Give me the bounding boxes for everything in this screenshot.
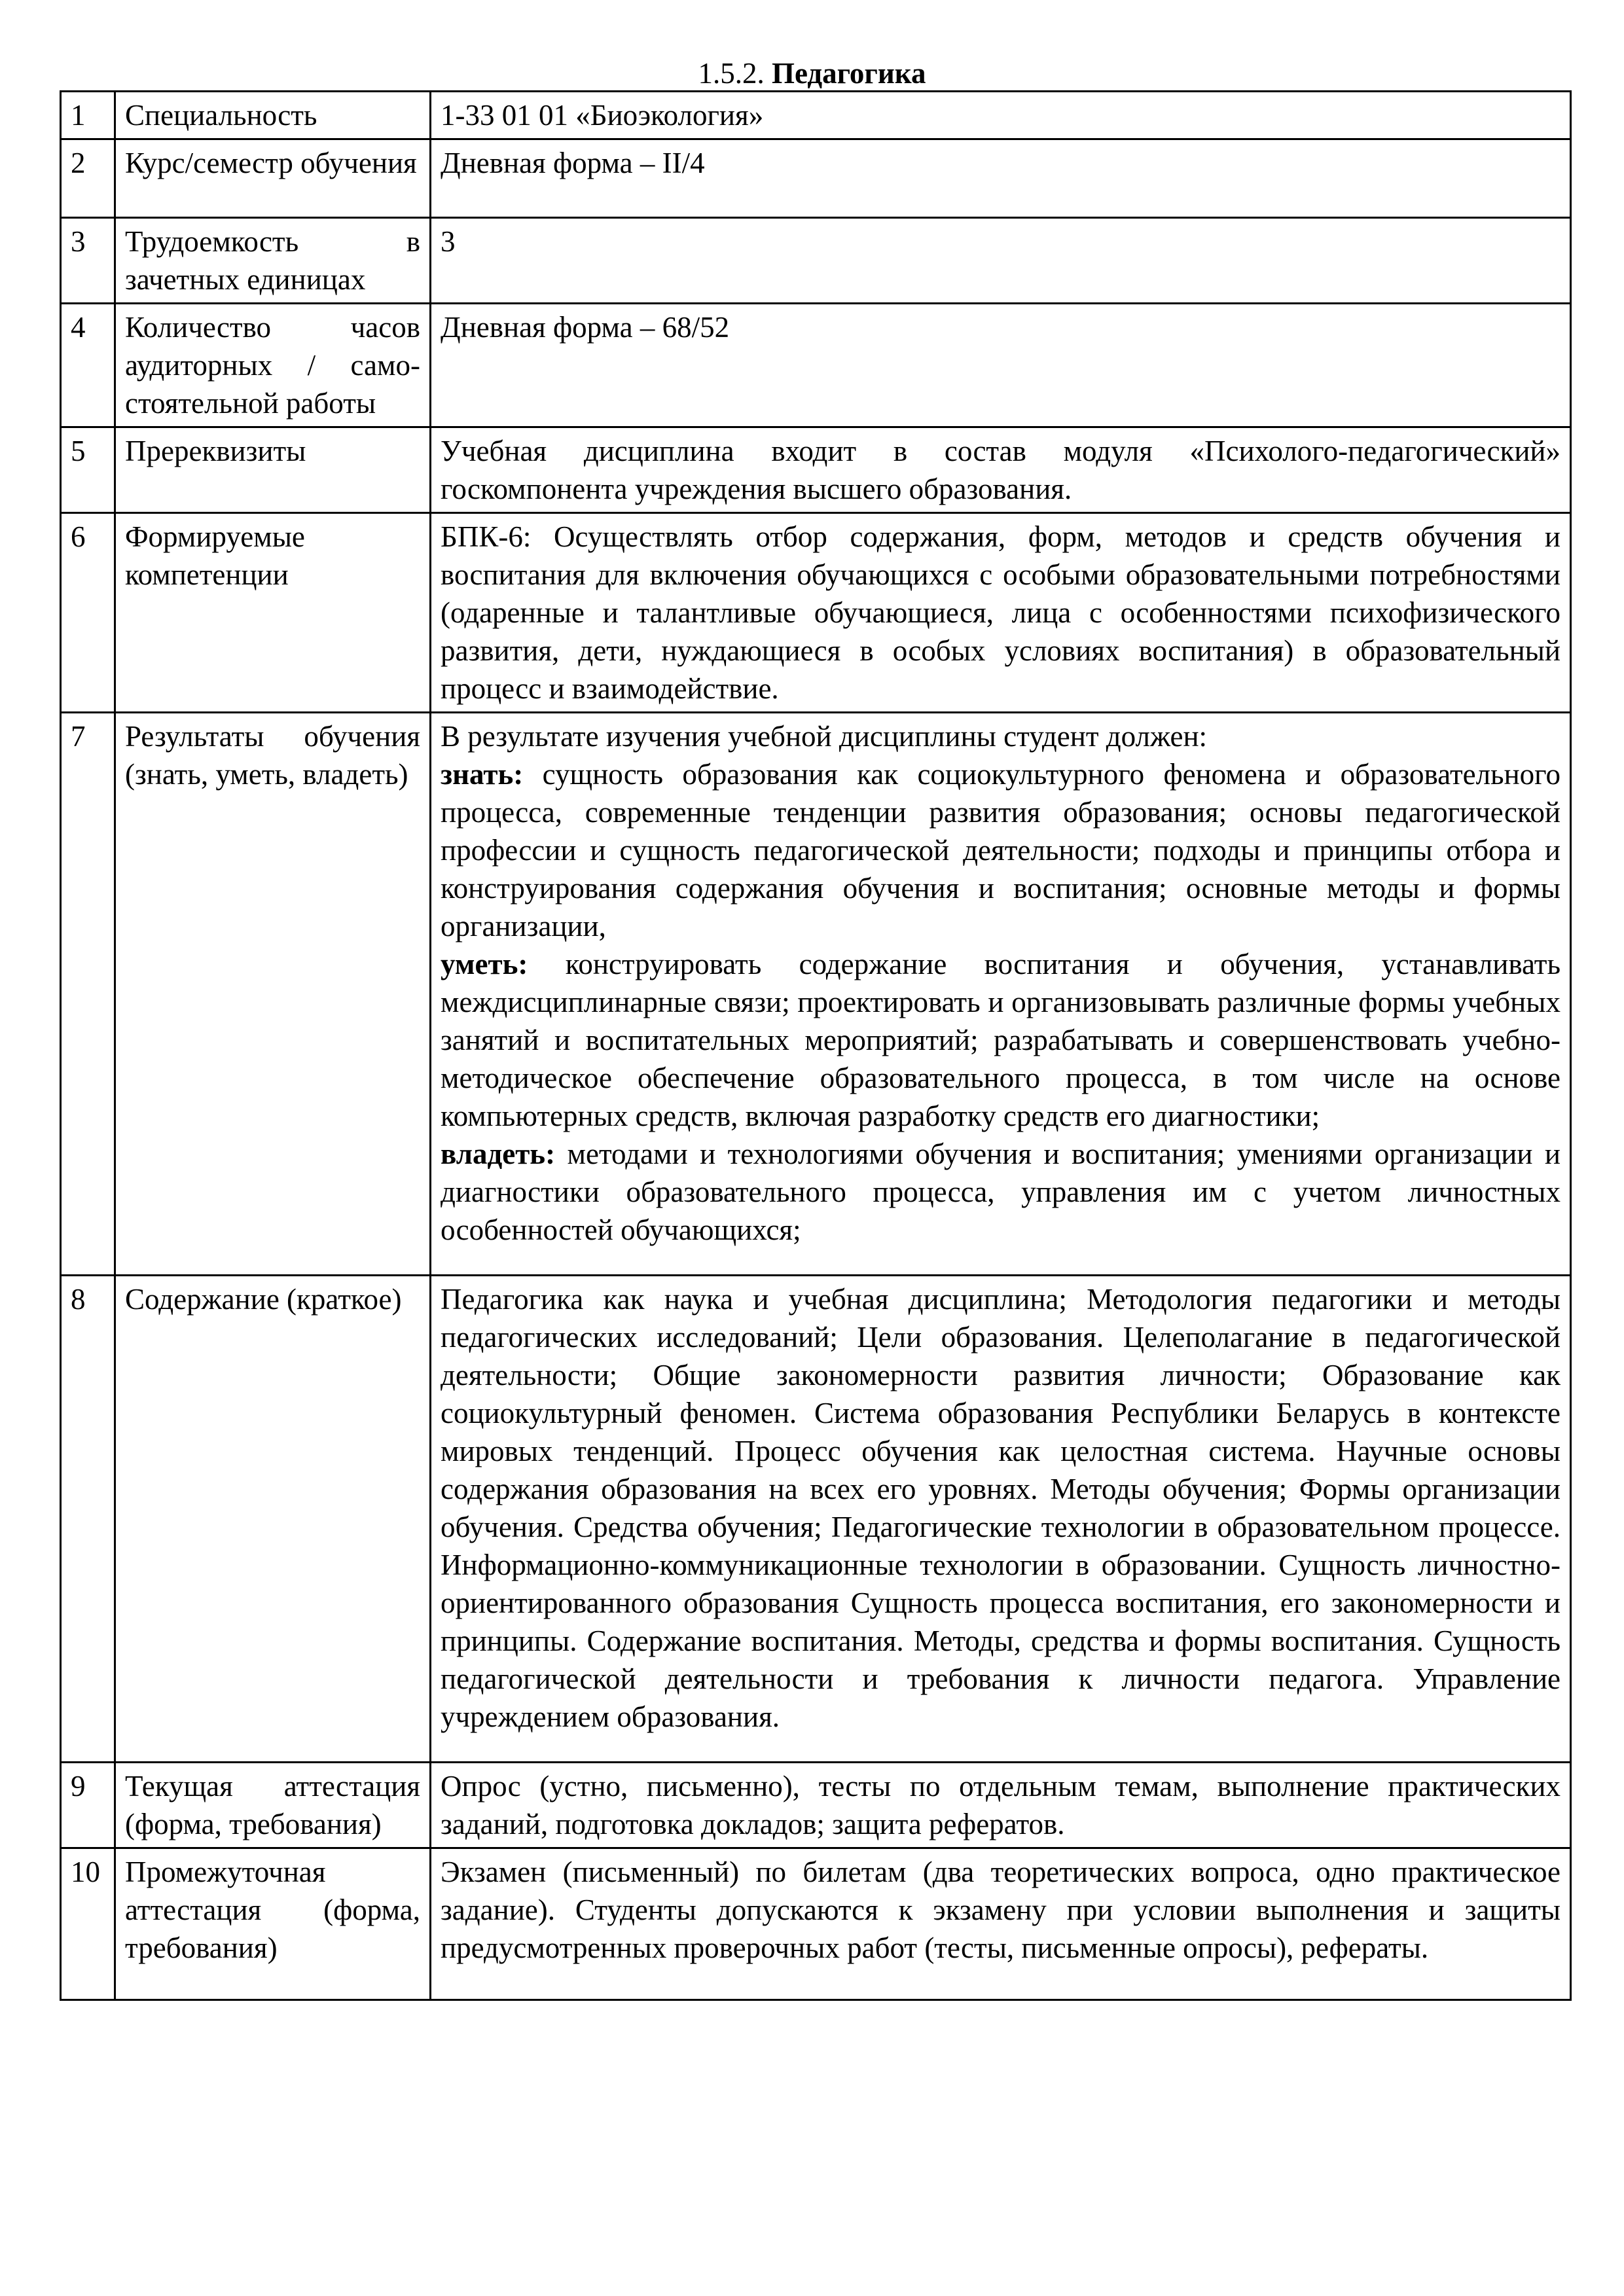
row-value: Экзамен (письменный) по билетам (два теоретических вопроса, одно практическое задание). Студенты допускаются к экзамену при условии выполнения и защиты предусмотренных проверочных работ (тесты, письменные опросы), рефераты. — [431, 1848, 1571, 2000]
row-number: 1 — [61, 92, 115, 139]
row-number: 2 — [61, 139, 115, 218]
row-label: Формируемые компетенции — [115, 513, 431, 713]
can-text: конструировать содержание воспитания и обучения, устанавливать междисциплинарные связи; проектировать и организовывать различные формы учебных занятий и воспитательных мероприятий; разрабатывать и совершенствовать учебно-методическое обеспечение образовательного процесса, в том числе на основе компьютерных средств, включая разработку средств его диагностики; — [441, 948, 1561, 1132]
section-title: Педагогика — [771, 57, 926, 90]
table-row — [61, 427, 1571, 513]
row-value: 3 — [431, 218, 1571, 304]
row-value: Дневная форма – II/4 — [431, 139, 1571, 218]
table-row — [61, 304, 1571, 427]
row-value: Педагогика как наука и учебная дисциплина; Методология педагогики и методы педагогических исследований; Цели образования. Целеполагание в педагогической деятельности; Общие закономерности развития личности; Образование как социокультурный феномен. Система образования Республики Беларусь в контексте мировых тенденций. Процесс обучения как целостная система. Научные основы содержания образования на всех его уровнях. Методы обучения; Формы организации обучения. Средства обучения; Педагогические технологии в образовательном процессе. Информационно-коммуникационные технологии в образовании. Сущность личностно-ориентированного образования Сущность процесса воспитания, его закономерности и принципы. Содержание воспитания. Методы, средства и формы воспитания. Сущность педагогической деятельности и требования к личности педагога. Управление учреждением образования. — [431, 1276, 1571, 1763]
table-row — [61, 139, 1571, 218]
row-value — [431, 713, 1571, 1276]
row-label: Трудоемкость в зачетных единицах — [115, 218, 431, 304]
table-row — [61, 713, 1571, 1276]
row-number: 7 — [61, 713, 115, 1276]
row-label: Текущая аттестация (форма, требования) — [115, 1763, 431, 1848]
row-number: 8 — [61, 1276, 115, 1763]
row-label: Специальность — [115, 92, 431, 139]
page-title — [0, 55, 1624, 92]
row-value: БПК-6: Осуществлять отбор содержания, форм, методов и средств обучения и воспитания для включения обучающихся с особыми образовательными потребностями (одаренные и талантливые обучающиеся, лица с особенностями психофизического развития, дети, нуждающиеся в особых условиях воспитания) в образовательный процесс и взаимодействие. — [431, 513, 1571, 713]
own-text: методами и технологиями обучения и воспитания; умениями организации и диагностики образовательного процесса, управления им с учетом личностных особенностей обучающихся; — [441, 1138, 1561, 1246]
learning-outcomes-intro: В результате изучения учебной дисциплины студент должен: — [441, 720, 1208, 753]
row-label: Промежуточная аттестация (форма, требования) — [115, 1848, 431, 2000]
table-row — [61, 513, 1571, 713]
row-label: Результаты обучения (знать, уметь, владеть) — [115, 713, 431, 1276]
row-label: Количество часов аудиторных / само-стоятельной работы — [115, 304, 431, 427]
row-value: 1-33 01 01 «Биоэкология» — [431, 92, 1571, 139]
learning-outcomes-know — [441, 755, 1561, 945]
table-row — [61, 1276, 1571, 1763]
learning-outcomes-own — [441, 1135, 1561, 1249]
row-value: Учебная дисциплина входит в состав модуля «Психолого-педагогический» госкомпонента учреждения высшего образования. — [431, 427, 1571, 513]
row-label: Курс/семестр обучения — [115, 139, 431, 218]
row-number: 3 — [61, 218, 115, 304]
row-number: 4 — [61, 304, 115, 427]
course-info-table — [60, 90, 1572, 2001]
know-label: знать: — [441, 758, 524, 791]
table-row — [61, 92, 1571, 139]
row-number: 9 — [61, 1763, 115, 1848]
table-row — [61, 1848, 1571, 2000]
row-value: Опрос (устно, письменно), тесты по отдельным темам, выполнение практических заданий, подготовка докладов; защита рефератов. — [431, 1763, 1571, 1848]
row-label: Содержание (краткое) — [115, 1276, 431, 1763]
learning-outcomes-can — [441, 945, 1561, 1135]
row-label: Пререквизиты — [115, 427, 431, 513]
table-row — [61, 218, 1571, 304]
row-value: Дневная форма – 68/52 — [431, 304, 1571, 427]
row-number: 6 — [61, 513, 115, 713]
own-label: владеть: — [441, 1138, 556, 1170]
know-text: сущность образования как социокультурного феномена и образовательного процесса, современные тенденции развития образования; основы педагогической профессии и сущность педагогической деятельности; подходы и принципы отбора и конструирования содержания обучения и воспитания; основные методы и формы организации, — [441, 758, 1561, 942]
row-number: 5 — [61, 427, 115, 513]
row-number: 10 — [61, 1848, 115, 2000]
table-row — [61, 1763, 1571, 1848]
can-label: уметь: — [441, 948, 528, 980]
section-number: 1.5.2. — [698, 57, 765, 90]
